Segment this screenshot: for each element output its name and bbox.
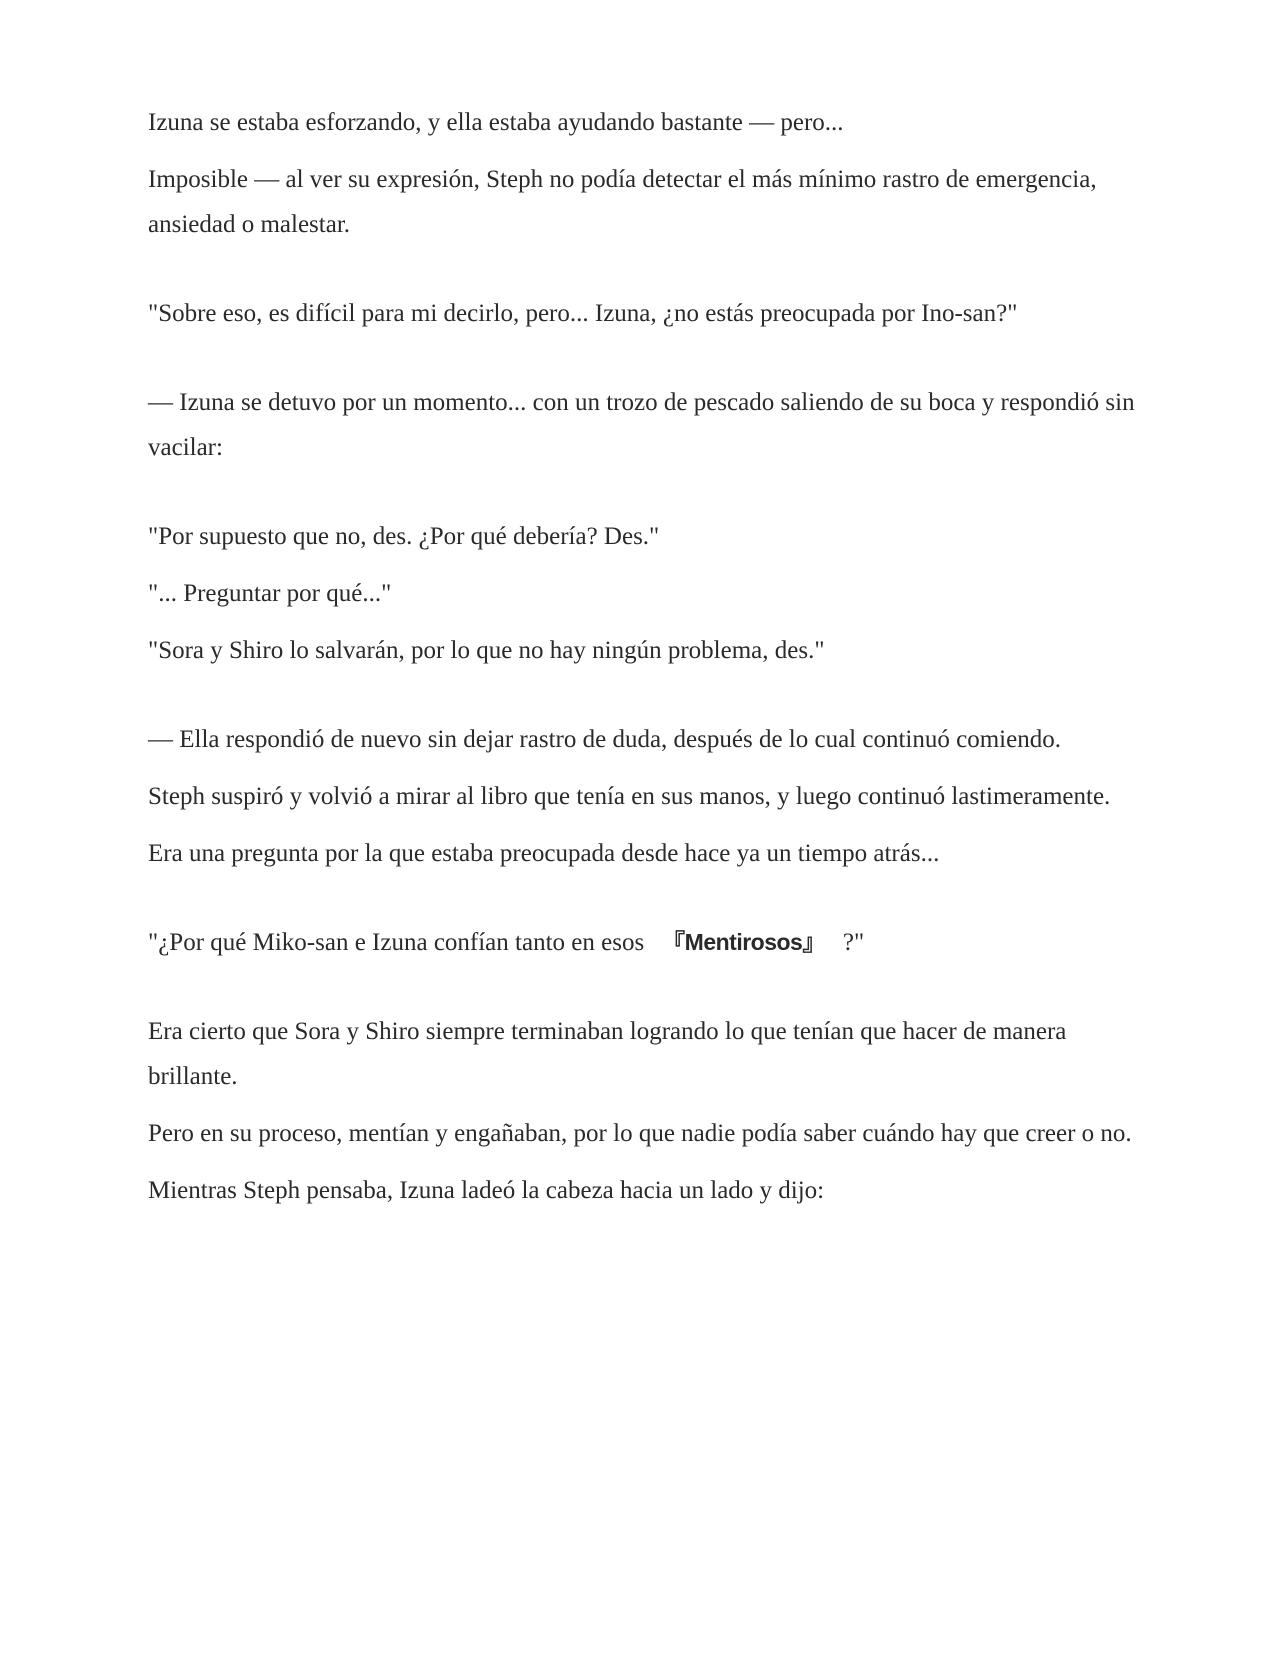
paragraph: Mientras Steph pensaba, Izuna ladeó la cabeza hacia un lado y dijo:: [148, 1177, 825, 1204]
emphasized-term: 『Mentirosos』: [662, 929, 825, 955]
question-line: [148, 920, 1138, 965]
question-end: ?": [842, 929, 865, 956]
dialogue-line: "... Preguntar por qué...": [148, 580, 392, 607]
dialogue-line: "Sobre eso, es difícil para mi decirlo, pero... Izuna, ¿no estás preocupada por Ino-san?": [148, 300, 1018, 327]
paragraph: — Ella respondió de nuevo sin dejar rastro de duda, después de lo cual continuó comiendo.: [148, 726, 1061, 753]
document-page: [148, 100, 1138, 1225]
paragraph: Steph suspiró y volvió a mirar al libro que tenía en sus manos, y luego continuó lastimeramente.: [148, 783, 1111, 810]
paragraph: Era una pregunta por la que estaba preocupada desde hace ya un tiempo atrás...: [148, 840, 940, 867]
question-text: "¿Por qué Miko-san e Izuna confían tanto en esos: [148, 929, 645, 956]
paragraph: Pero en su proceso, mentían y engañaban, por lo que nadie podía saber cuándo hay que creer o no.: [148, 1120, 1132, 1147]
paragraph: Izuna se estaba esforzando, y ella estaba ayudando bastante — pero...: [148, 109, 844, 136]
paragraph: Era cierto que Sora y Shiro siempre terminaban logrando lo que tenían que hacer de manera brillante.: [148, 1018, 1067, 1090]
dialogue-line: "Sora y Shiro lo salvarán, por lo que no hay ningún problema, des.": [148, 637, 825, 664]
dialogue-line: "Por supuesto que no, des. ¿Por qué debería? Des.": [148, 523, 660, 550]
paragraph: Imposible — al ver su expresión, Steph no podía detectar el más mínimo rastro de emergencia, ansiedad o malestar.: [148, 166, 1097, 238]
paragraph: — Izuna se detuvo por un momento... con un trozo de pescado saliendo de su boca y respondió sin vacilar:: [148, 389, 1135, 461]
